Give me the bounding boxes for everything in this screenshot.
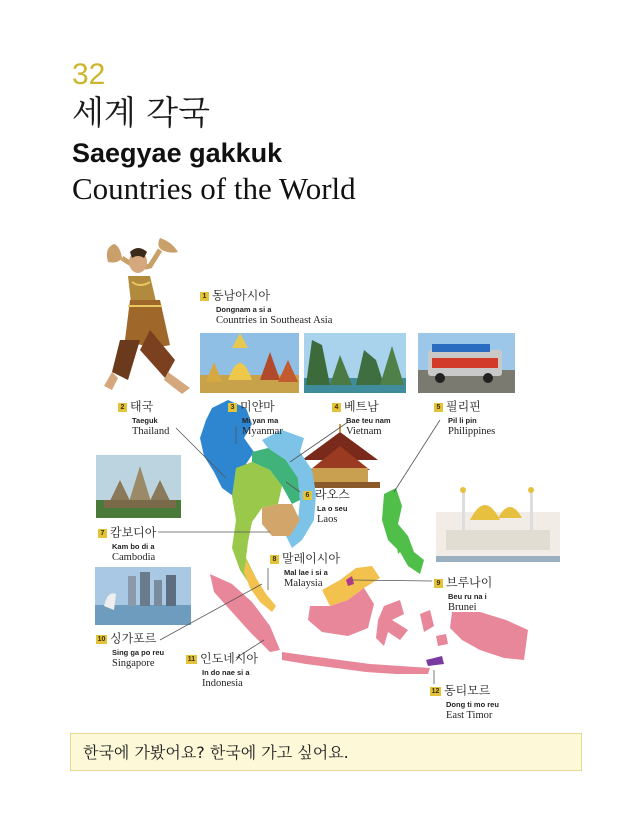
label-singapore: 10 싱가포르 Sing ga po reu Singapore — [97, 631, 165, 670]
label-myanmar: 3 미얀마 Mi yan ma Myanmar — [228, 398, 283, 438]
lesson-number: 32 — [72, 58, 106, 91]
map-indonesia-sulawesi — [376, 600, 408, 646]
example-sentence-box — [70, 733, 582, 771]
map-east-timor — [426, 656, 444, 666]
label-cambodia: 7 캄보디아 Kam bo di a Cambodia — [98, 524, 156, 564]
label-brunei: 9 브루나이 Beu ru na i Brunei — [434, 574, 492, 614]
map-indonesia-java — [282, 652, 430, 674]
thai-dancer-image — [104, 238, 190, 394]
philippines-photo — [418, 333, 515, 393]
title-romanized: Saegyae gakkuk — [72, 138, 283, 168]
label-laos: 6 라오스 La o seu Laos — [303, 486, 350, 526]
example-sentence: 한국에 가봤어요? 한국에 가고 싶어요. — [83, 743, 349, 762]
map-indonesia-maluku — [420, 610, 448, 646]
map-indonesia-papua — [450, 612, 528, 660]
cambodia-photo — [96, 455, 181, 518]
title-english: Countries of the World — [72, 171, 356, 206]
map-philippines — [382, 488, 424, 574]
label-east-timor: 12 동티모르 Dong ti mo reu East Timor — [431, 683, 499, 722]
label-malaysia: 8 말레이시아 Mal lae i si a Malaysia — [270, 550, 340, 590]
label-thailand: 2 태국 Taeguk Thailand — [118, 398, 169, 438]
myanmar-photo — [200, 333, 299, 393]
label-southeast-asia: 1 동남아시아 Dongnam a si a Countries in Southeast Asia — [200, 287, 332, 327]
title-korean: 세계 각국 — [72, 93, 211, 132]
number-badge: 1 — [200, 292, 209, 301]
label-vietnam: 4 베트남 Bae teu nam Vietnam — [332, 398, 391, 438]
label-philippines: 5 필리핀 Pil li pin Philippines — [434, 398, 495, 438]
brunei-mosque-image — [436, 487, 560, 562]
label-indonesia: 11 인도네시아 In do nae si a Indonesia — [187, 651, 258, 690]
singapore-photo — [95, 567, 191, 625]
vietnam-photo — [304, 333, 406, 393]
